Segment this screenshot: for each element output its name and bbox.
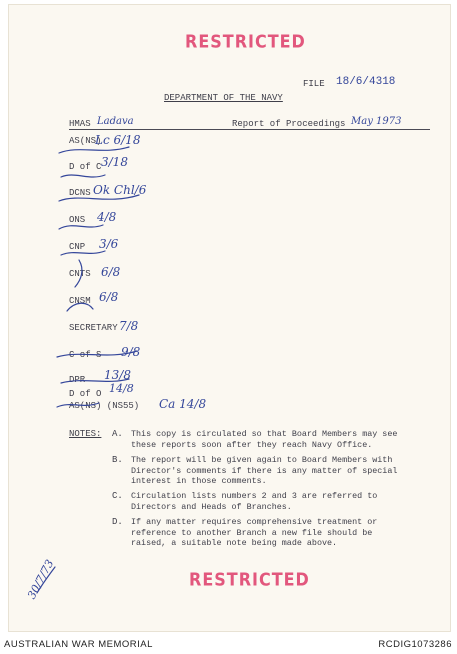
routing-label: SECRETARY (69, 323, 118, 333)
routing-label: DCNS (69, 188, 91, 198)
routing-label: D of O (69, 389, 102, 399)
routing-label: DPR (69, 375, 86, 385)
note-text: Circulation lists numbers 2 and 3 are referred to Directors and Heads of Branches. (131, 491, 378, 512)
routing-initials: 3/18 (101, 155, 128, 169)
routing-initials: 9/8 (121, 345, 141, 359)
routing-initials: Ca 14/8 (159, 397, 207, 411)
routing-label: ONS (69, 215, 86, 225)
note-text: If any matter requires comprehensive treatment or reference to another Branch a new file should be raised, a suitable note being made above. (131, 517, 378, 548)
routing-label: CNTS (69, 269, 91, 279)
restricted-stamp-bottom: RESTRICTED (189, 569, 310, 590)
restricted-stamp-top: RESTRICTED (185, 31, 306, 52)
routing-label: C of S (69, 350, 102, 360)
document-page (8, 4, 451, 632)
note-letter: D. (112, 517, 123, 527)
routing-label: CNP (69, 242, 86, 252)
routing-initials: 6/8 (99, 290, 119, 304)
routing-initials: 3/6 (99, 237, 119, 251)
routing-initials: 13/8 (104, 368, 131, 382)
notes-heading: NOTES: (69, 429, 102, 439)
routing-initials: Lc 6/18 (95, 133, 141, 147)
file-number: 18/6/4318 (336, 76, 396, 88)
department-heading: DEPARTMENT OF THE NAVY (164, 93, 283, 103)
ship-prefix: HMAS (69, 119, 91, 129)
routing-initials: Ok Chl/6 (93, 183, 147, 197)
routing-initials: 4/8 (97, 210, 117, 224)
note-letter: B. (112, 455, 123, 465)
footer-archive-name: AUSTRALIAN WAR MEMORIAL (4, 639, 153, 650)
routing-initials: 14/8 (109, 382, 134, 395)
routing-label: AS(NS) (NS55) (69, 401, 140, 411)
routing-initials: 6/8 (101, 265, 121, 279)
ship-name: Ladava (97, 116, 134, 127)
note-letter: A. (112, 429, 123, 439)
routing-label: D of C (69, 162, 102, 172)
report-period: May 1973 (351, 116, 402, 127)
note-text: This copy is circulated so that Board Members may see these reports soon after they reach Navy Office. (131, 429, 398, 450)
routing-initials: 7/8 (119, 319, 139, 333)
routing-label: AS(NS) (69, 136, 102, 146)
file-label: FILE (303, 79, 325, 89)
note-letter: C. (112, 491, 123, 501)
report-label: Report of Proceedings (232, 119, 346, 129)
margin-date-note: 30/7/73 (25, 557, 57, 602)
routing-label: CNSM (69, 296, 91, 306)
footer-record-id: RCDIG1073286 (378, 639, 452, 650)
note-text: The report will be given again to Board Members with Director's comments if there is any matter of special interest in those comments. (131, 455, 398, 486)
